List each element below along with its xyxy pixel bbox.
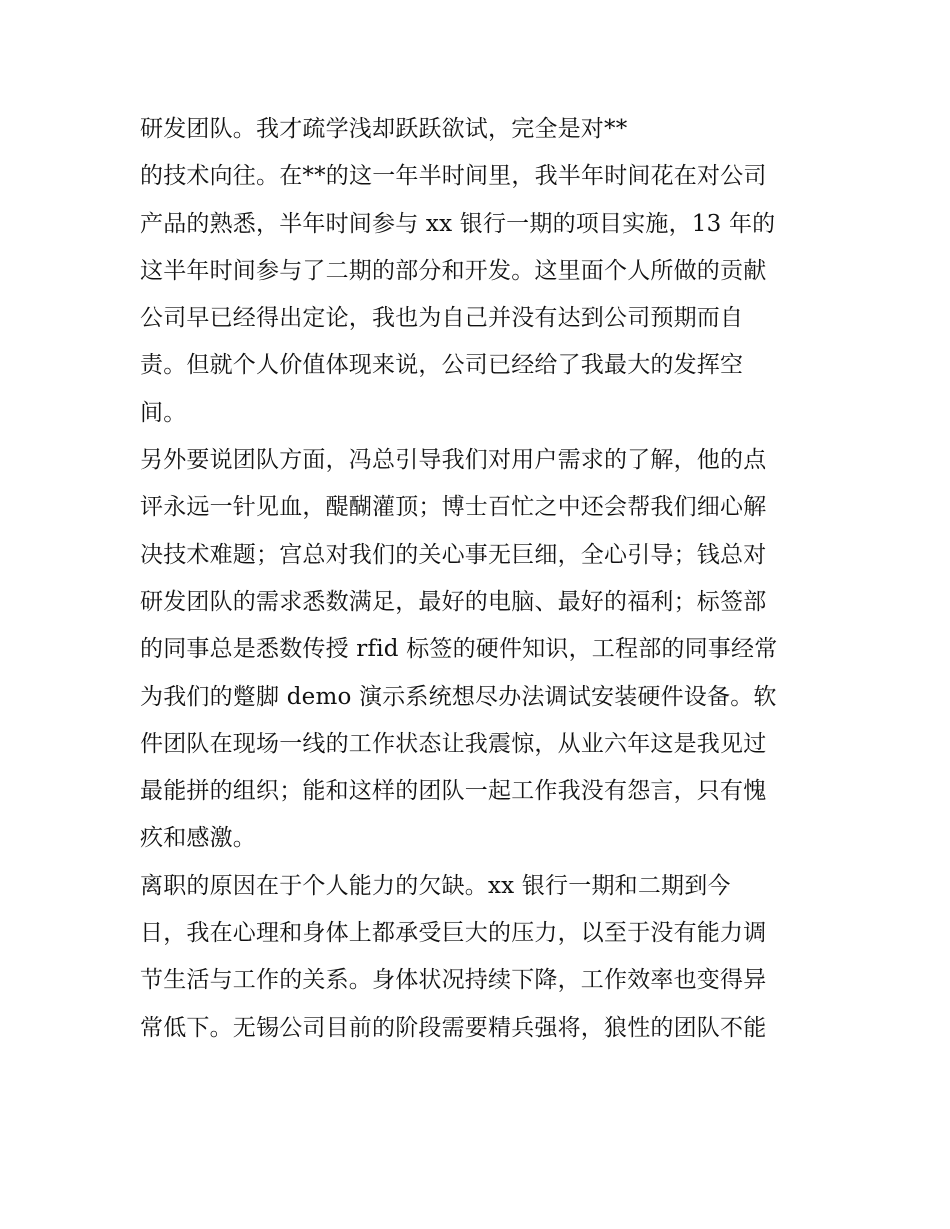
text-line: 日，我在心理和身体上都承受巨大的压力，以至于没有能力调	[140, 920, 767, 947]
text-line: 评永远一针见血，醍醐灌顶；博士百忙之中还会帮我们细心解	[140, 494, 767, 521]
text-line: 间。	[140, 399, 187, 426]
text-line: 常低下。无锡公司目前的阶段需要精兵强将，狼性的团队不能	[140, 1014, 767, 1041]
text-line: 研发团队的需求悉数满足，最好的电脑、最好的福利；标签部	[140, 588, 767, 615]
text-line: 节生活与工作的关系。身体状况持续下降，工作效率也变得异	[140, 967, 767, 994]
text-line: 的同事总是悉数传授 rfid 标签的硬件知识，工程部的同事经常	[140, 636, 778, 663]
text-line: 决技术难题；宫总对我们的关心事无巨细，全心引导；钱总对	[140, 541, 767, 568]
text-line: 另外要说团队方面，冯总引导我们对用户需求的了解，他的点	[140, 447, 767, 474]
text-line: 为我们的蹩脚 demo 演示系统想尽办法调试安装硬件设备。软	[140, 683, 777, 710]
text-line: 责。但就个人价值体现来说，公司已经给了我最大的发挥空	[140, 352, 744, 379]
text-line: 公司早已经得出定论，我也为自己并没有达到公司预期而自	[140, 305, 744, 332]
text-line: 疚和感激。	[140, 825, 256, 852]
text-line: 的技术向往。在**的这一年半时间里，我半年时间花在对公司	[140, 163, 767, 190]
text-line: 件团队在现场一线的工作状态让我震惊，从业六年这是我见过	[140, 730, 767, 757]
text-line: 研发团队。我才疏学浅却跃跃欲试，完全是对**	[140, 116, 628, 142]
text-line: 这半年时间参与了二期的部分和开发。这里面个人所做的贡献	[140, 257, 767, 284]
text-line: 产品的熟悉，半年时间参与 xx 银行一期的项目实施，13 年的	[140, 210, 776, 237]
text-line: 最能拼的组织；能和这样的团队一起工作我没有怨言，只有愧	[140, 778, 767, 805]
document-body	[140, 106, 830, 1052]
text-line: 离职的原因在于个人能力的欠缺。xx 银行一期和二期到今	[140, 872, 731, 899]
